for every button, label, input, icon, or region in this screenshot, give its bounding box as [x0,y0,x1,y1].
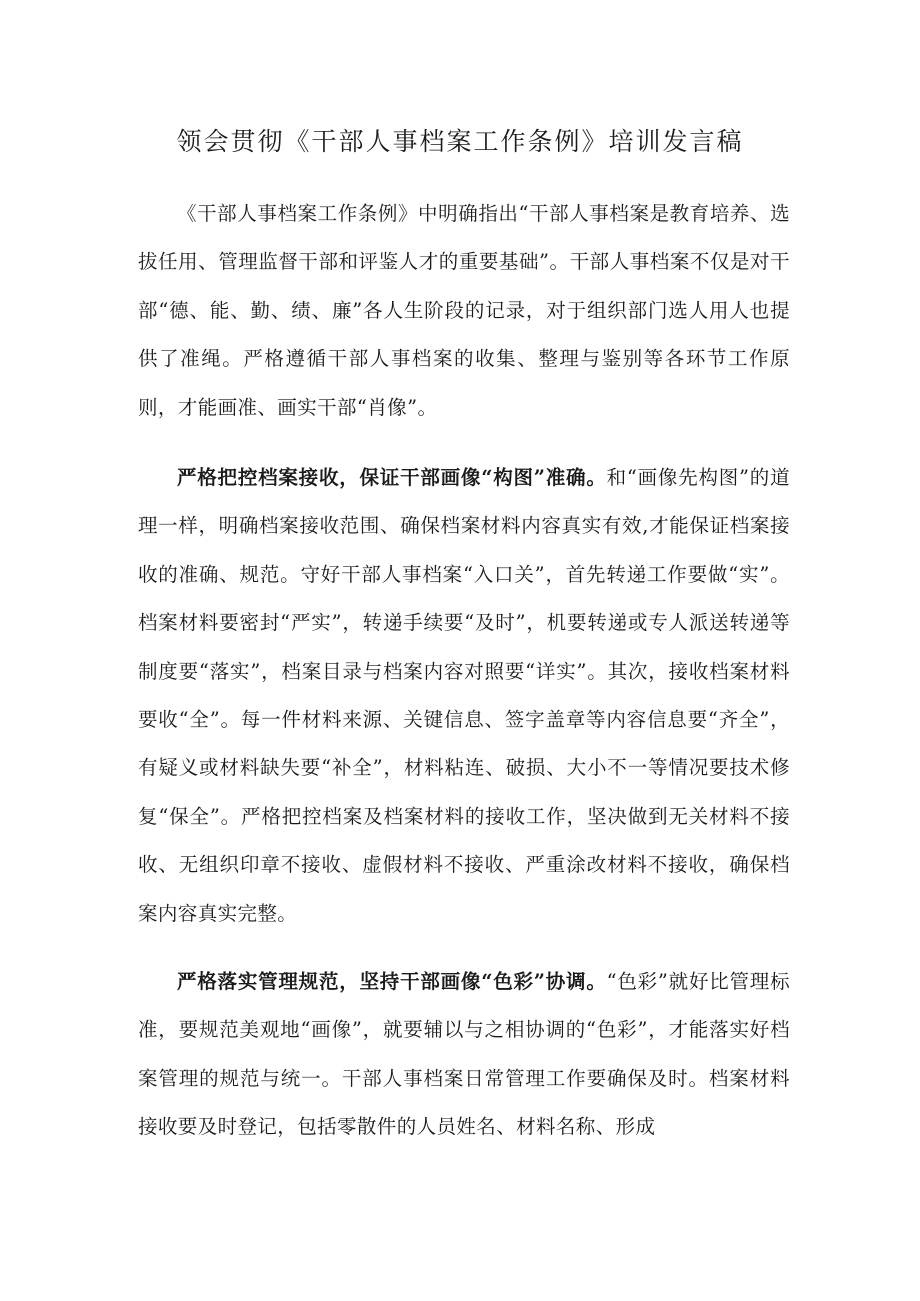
document-title: 领会贯彻《干部人事档案工作条例》培训发言稿 [176,127,744,156]
paragraph-text: 和“画像先构图”的道理一样，明确档案接收范围、确保档案材料内容真实有效,才能保证档案接收的准确、规范。守好干部人事档案“入口关”，首先转递工作要做“实”。档案材料要密封“严实”，转递手续要“及时”，机要转递或专人派送转递等制度要“落实”，档案目录与档案内容对照要“详实”。其次，接收档案材料要收“全”。每一件材料来源、关键信息、签字盖章等内容信息要“齐全”，有疑义或材料缺失要“补全”，材料粘连、破损、大小不一等情况要技术修复“保全”。严格把控档案及档案材料的接收工作，坚决做到无关材料不接收、无组织印章不接收、虚假材料不接收、严重涂改材料不接收，确保档案内容真实完整。 [138,466,790,925]
paragraph-lead: 严格落实管理规范，坚持干部画像“色彩”协调。 [177,970,607,993]
paragraph-management-norms [138,958,790,1152]
paragraph-archive-receipt [138,454,790,938]
paragraph-text: “色彩”就好比管理标准，要规范美观地“画像”，就要辅以与之相协调的“色彩”，才能落实好档案管理的规范与统一。干部人事档案日常管理工作要确保及时。档案材料接收要及时登记，包括零散件的人员姓名、材料名称、形成 [138,970,790,1139]
paragraph-lead: 严格把控档案接收，保证干部画像“构图”准确。 [177,466,607,489]
paragraph-text: 《干部人事档案工作条例》中明确指出“干部人事档案是教育培养、选拔任用、管理监督干部和评鉴人才的重要基础”。干部人事档案不仅是对干部“德、能、勤、绩、廉”各人生阶段的记录，对于组织部门选人用人也提供了准绳。严格遵循干部人事档案的收集、整理与鉴别等各环节工作原则，才能画准、画实干部“肖像”。 [138,202,790,419]
paragraph-intro [138,190,790,432]
